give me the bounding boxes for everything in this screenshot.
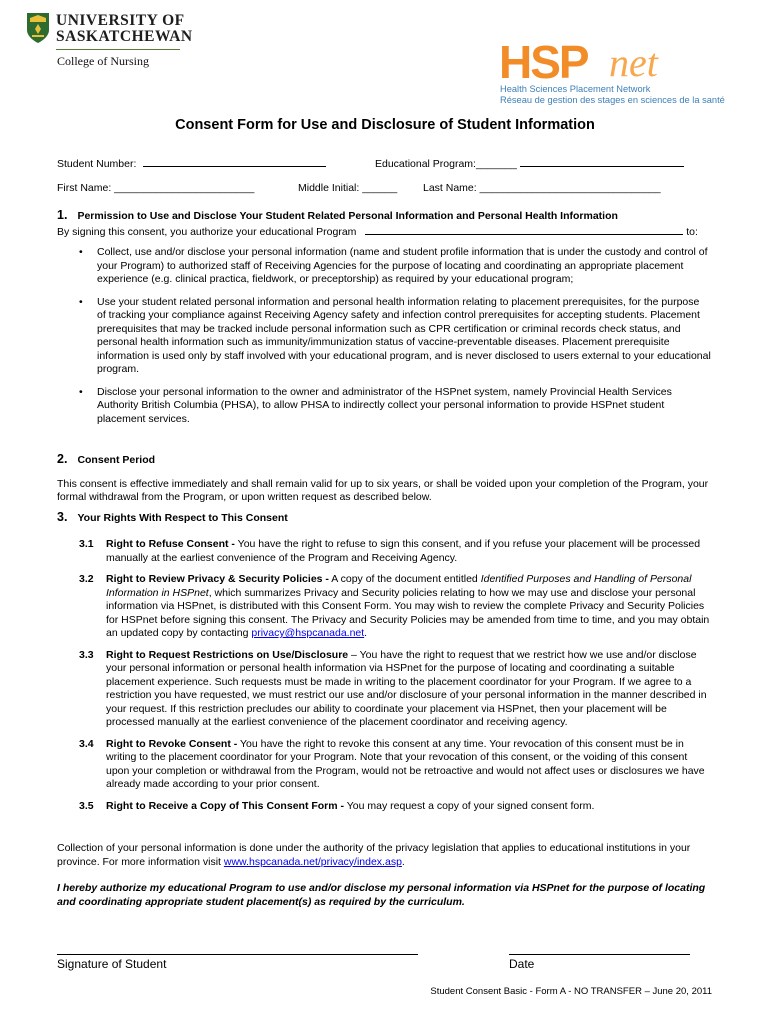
middle-initial-field[interactable]: Middle Initial: ______ (298, 182, 398, 194)
authorization-statement: I hereby authorize my educational Program to use and/or disclose my personal information via HSPnet for the purpose of locating and coordinating appropriate student placement(s) as required by the curriculum. (57, 882, 706, 908)
educational-program-line[interactable] (520, 156, 684, 167)
right-text: You have the right to revoke this consent at any time. Your revocation of this consent must be in writing to the placement coordinator for your Program. Note that your revocation of this consent, or the voiding of this consent upon your completion or withdrawal from the Program, would not be retroactive and would not affect uses or disclosures we have already made according to your prior consent. (106, 737, 705, 790)
educational-program-field[interactable] (375, 156, 684, 172)
section-3-number: 3. (57, 510, 68, 524)
right-title: Right to Refuse Consent - (106, 538, 235, 550)
university-rule (56, 49, 180, 50)
student-number-field[interactable] (57, 156, 326, 172)
right-item (79, 649, 713, 730)
right-number: 3.4 (79, 737, 94, 750)
program-name-line[interactable] (365, 224, 683, 235)
right-title: Right to Revoke Consent - (106, 737, 238, 750)
university-name (56, 13, 193, 45)
bullet-item: • Collect, use and/or disclose your personal information (name and student profile information that is under the custody and control of your Program) to authorized staff of Receiving Agencies for the purpose of locating and coordinating an appropriate placement experience (e.g. clinical practica, fieldwork, or preceptorship) as required by your educational program; (79, 246, 711, 287)
hspnet-tagline-en: Health Sciences Placement Network (500, 84, 651, 94)
university-crest-icon (26, 12, 50, 44)
right-text: You have the right to refuse to sign this consent, and if you refuse your placement will be processed manually at the earliest convenience of the Program and Receiving Agency. (106, 538, 701, 564)
student-number-line[interactable] (143, 156, 326, 167)
collection-note (57, 842, 717, 869)
section-2-number: 2. (57, 452, 68, 466)
right-title: Right to Review Privacy & Security Policies - (106, 573, 329, 585)
bullet-item: • Disclose your personal information to the owner and administrator of the HSPnet system, namely Provincial Health Services Authority British Columbia (PHSA), to allow PHSA to indirectly collect your personal information to provide HSPnet student placement services. (79, 386, 711, 427)
section-3-title: Your Rights With Respect to This Consent (77, 512, 288, 524)
right-number: 3.1 (79, 538, 94, 550)
section-1-intro-end: to: (686, 225, 698, 238)
privacy-email-link[interactable]: privacy@hspcanada.net (251, 627, 365, 639)
privacy-website-link[interactable]: www.hspcanada.net/privacy/index.asp (223, 855, 402, 868)
section-1-intro (57, 224, 717, 240)
student-signature-line[interactable] (57, 954, 418, 955)
educational-program-label: Educational Program:_______ (375, 158, 517, 170)
section-2-heading (57, 453, 717, 468)
section-3 (57, 511, 717, 526)
collection-text-end: . (401, 855, 405, 868)
section-1-intro-text: By signing this consent, you authorize your educational Program (57, 225, 357, 238)
right-number: 3.5 (79, 799, 94, 812)
right-item (79, 738, 713, 792)
section-2-text: This consent is effective immediately and shall remain valid for up to six years, or shall be voided upon your completion of the Program, your formal withdrawal from the Program, or upon written request as described below. (57, 477, 709, 503)
section-1-number: 1. (57, 208, 68, 222)
hspnet-tagline-fr: Réseau de gestion des stages en sciences de la santé (500, 95, 725, 105)
right-item (79, 573, 713, 641)
right-text: You may request a copy of your signed consent form. (344, 799, 595, 812)
last-name-field[interactable]: Last Name: _______________________________ (423, 182, 661, 194)
right-text: A copy of the document entitled (328, 573, 481, 585)
bullet-item: • Use your student related personal information and personal health information relating to placement prerequisites, for the purpose of tracking your compliance against Receiving Agency safety and infection control prerequisites for accepting students. Placement prerequisites that may be tracked include personal information such as CPR certification or criminal records check status, and personal health information such as immunity/immunization status of vaccine-preventable diseases. Placement prerequisite information is used only by staff involved with your educational program, and is never disclosed to users external to your educational program. (79, 296, 711, 377)
first-name-field[interactable]: First Name: ________________________ (57, 182, 255, 194)
section-1 (57, 209, 717, 239)
right-title: Right to Request Restrictions on Use/Disclosure (106, 648, 349, 661)
section-1-title: Permission to Use and Disclose Your Student Related Personal Information and Personal Health Information (77, 210, 618, 222)
section-1-heading (57, 209, 717, 224)
date-line[interactable] (509, 954, 690, 955)
student-number-label: Student Number: (57, 158, 137, 170)
university-line2: SASKATCHEWAN (56, 28, 193, 45)
student-signature-label: Signature of Student (57, 957, 167, 971)
page-title: Consent Form for Use and Disclosure of Student Information (175, 117, 595, 133)
hspnet-tagline (500, 84, 725, 106)
hsp-brand-text: HSP (499, 36, 588, 88)
footer-form-id: Student Consent Basic - Form A - NO TRANSFER – June 20, 2011 (430, 986, 712, 997)
section-2-title: Consent Period (77, 454, 156, 466)
date-label: Date (509, 957, 535, 971)
collection-text: Collection of your personal information is done under the authority of the privacy legislation that applies to educational institutions in your province. For more information visit (57, 842, 691, 868)
university-line1: UNIVERSITY OF (56, 12, 185, 29)
document-title: Identified Purposes and Handling of Personal Information in HSPnet (106, 573, 692, 599)
section-3-heading (57, 511, 717, 526)
hsp-net-text: net (609, 40, 658, 85)
right-text: , which summarizes Privacy and Security policies relating to how we may use and disclose your personal information via HSPnet, is distributed with this Consent Form. You may wish to review the complete Privacy and Security Policies for HSPnet before signing this consent. The Privacy and Security Policies may be amended from time to time, and you may obtain an updated copy by contacting (106, 586, 710, 639)
section-2 (57, 453, 717, 505)
right-item (79, 538, 713, 565)
right-item (79, 800, 713, 814)
rights-list (79, 538, 713, 821)
right-number: 3.2 (79, 573, 94, 585)
section-1-bullets (79, 246, 711, 435)
right-number: 3.3 (79, 648, 94, 661)
hspnet-logo (497, 30, 737, 88)
right-text: . (364, 627, 368, 639)
right-text: – You have the right to request that we restrict how we use and/or disclose your personal information or personal health information via HSPnet for the purpose of locating and coordinating a suitable placement experience. Such requests must be made in writing to the placement coordinator for your Program. If we agree to a restriction you have requested, we must restrict our use and/or disclosure of your personal information in the manner described in your request. If this restriction precludes our ability to coordinate your placement via HSPnet, then your placement will be processed manually at the earliest convenience of the placement coordinator and receiving agency. (106, 648, 707, 728)
right-title: Right to Receive a Copy of This Consent Form - (106, 799, 345, 812)
college-name: College of Nursing (57, 54, 149, 68)
